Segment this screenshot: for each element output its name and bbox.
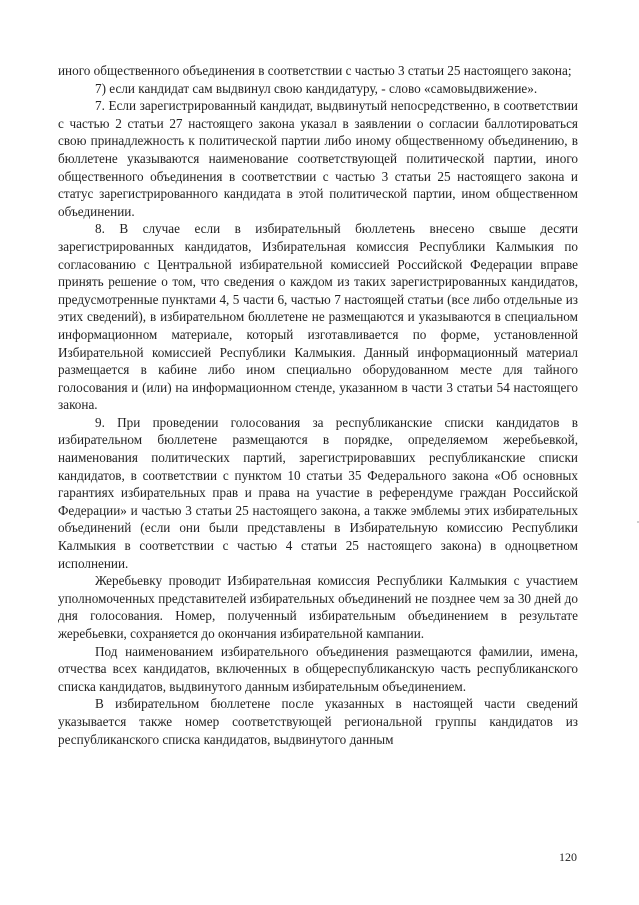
paragraph-clause-7: 7. Если зарегистрированный кандидат, выдвинутый непосредственно, в соответствии с частью 2 статьи 27 настоящего закона указал в заявлении о согласии баллотироваться свою принадлежность к политической партии либо иному общественному объединению, в бюллетене указываются наименование соответствующей политической партии, иного общественного объединения в соответствии с частью 3 статьи 25 настоящего закона и статус зарегистрированного кандидата в этой политической партии, ином общественном объединении. [58,98,578,219]
paragraph-clause-8: 8. В случае если в избирательный бюллетень внесено свыше десяти зарегистрированных кандидатов, Избирательная комиссия Республики Калмыкия по согласованию с Центральной избирательной комиссией Российской Федерации вправе принять решение о том, что сведения о каждом из таких зарегистрированных кандидатов, предусмотренные пунктами 4, 5 части 6, частью 7 настоящей статьи (все либо отдельные из этих сведений), в избирательном бюллетене не размещаются и указываются в специальном информационном материале, который изготавливается по форме, установленной Избирательной комиссией Республики Калмыкия. Данный информационный материал размещается в кабине либо ином специально оборудованном месте для тайного голосования и (или) на информационном стенде, указанном в части 3 статьи 54 настоящего закона. [58,221,578,413]
paragraph-item-7-self-nomination: 7) если кандидат сам выдвинул свою кандидатуру, - слово «самовыдвижение». [95,80,538,96]
page-number: 120 [559,850,577,864]
paragraph-continuation: иного общественного объединения в соответствии с частью 3 статьи 25 настоящего закона; [58,63,572,78]
paragraph-candidate-names: Под наименованием избирательного объединения размещаются фамилии, имена, отчества всех кандидатов, включенных в общереспубликанскую часть республиканского списка кандидатов, выдвинутого данным избирательным объединением. [58,643,578,694]
paragraph-lottery: Жеребьевку проводит Избирательная комиссия Республики Калмыкия с участием уполномоченных представителей избирательных объединений не позднее чем за 30 дней до дня голосования. Номер, полученный избирательным объединением в результате жеребьевки, сохраняется до окончания избирательной кампании. [58,573,578,641]
page-body-text [58,62,578,748]
paragraph-clause-9: 9. При проведении голосования за республиканские списки кандидатов в избирательном бюллетене размещаются в порядке, определяемом жеребьевкой, наименования политических партий, зарегистрировавших республиканские списки кандидатов, в соответствии с пунктом 10 статьи 35 Федерального закона «Об основных гарантиях избирательных прав и права на участие в референдуме граждан Российской Федерации» и частью 3 статьи 25 настоящего закона, а также эмблемы этих избирательных объединений (если они были представлены в Избирательную комиссию Республики Калмыкия в соответствии с частью 4 статьи 25 настоящего закона) в одноцветном исполнении. [58,414,578,571]
paragraph-regional-group: В избирательном бюллетене после указанных в настоящей части сведений указывается также номер соответствующей региональной группы кандидатов из республиканского списка кандидатов, выдвинутого данным [58,696,578,747]
